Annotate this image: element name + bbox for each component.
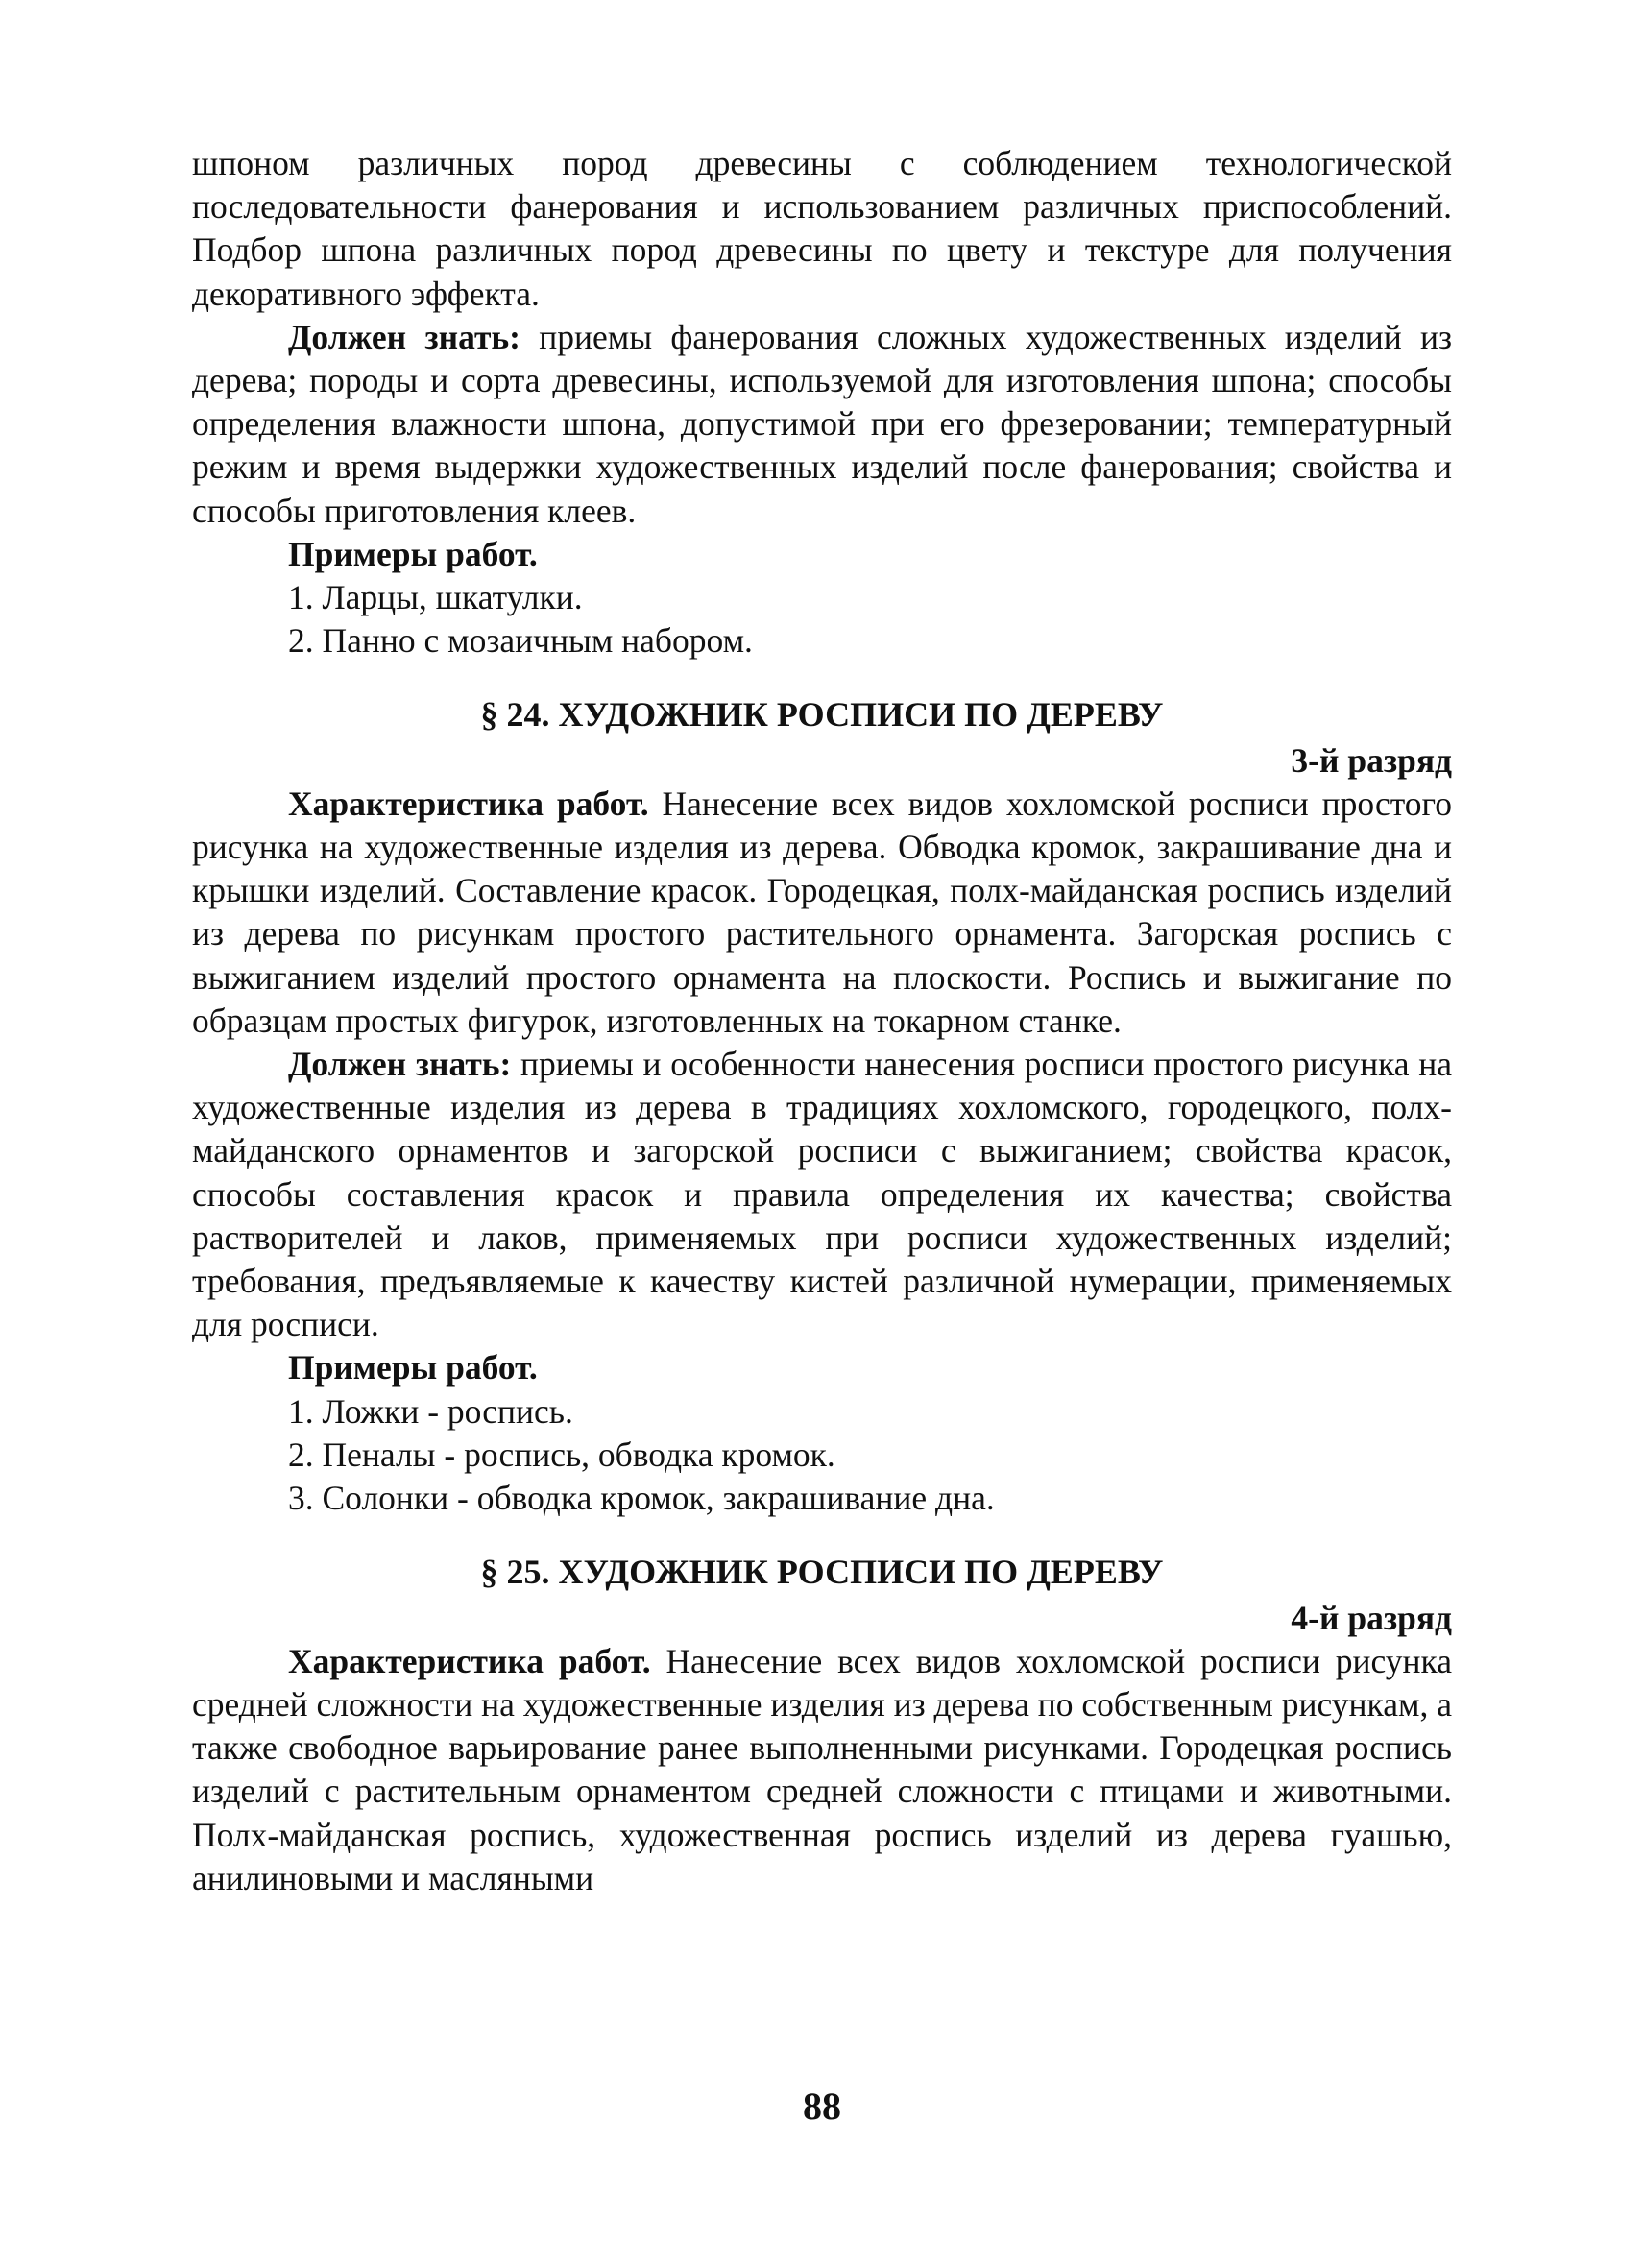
grade-label: 3-й разряд: [1291, 740, 1452, 780]
intro-paragraph: шпоном различных пород древесины с соблюдением технологической последовательности фанерования и использованием различных приспособлений. Подбор шпона различных пород древесины по цвету и текстуре для получения декоративного эффекта.: [192, 144, 1452, 313]
example-item: 1. Ложки - роспись.: [288, 1391, 573, 1431]
knowledge-label: Должен знать:: [288, 317, 520, 356]
section-title: § 24. ХУДОЖНИК РОСПИСИ ПО ДЕРЕВУ: [480, 695, 1164, 735]
work-characteristics-paragraph: [192, 783, 1452, 1043]
characteristics-label: Характеристика работ.: [288, 784, 649, 823]
knowledge-paragraph: [192, 1043, 1452, 1346]
page-number: 88: [803, 2085, 841, 2128]
characteristics-text: Нанесение всех видов хохломской росписи рисунка средней сложности на художественные изделия из дерева по собственным рисункам, а также свободное варьирование ранее выполненными рисунками. Городецкая роспись изделий с растительным орнаментом средней сложности с птицами и животными. Полх-майданская роспись, художественная роспись изделий из дерева гуашью, анилиновыми и масляными: [192, 1641, 1452, 1897]
intro-knowledge-paragraph: [192, 316, 1452, 533]
knowledge-label: Должен знать:: [288, 1045, 512, 1084]
section-title: § 25. ХУДОЖНИК РОСПИСИ ПО ДЕРЕВУ: [480, 1553, 1164, 1592]
example-item: 2. Пеналы - роспись, обводка кромок.: [288, 1435, 835, 1474]
characteristics-label: Характеристика работ.: [288, 1641, 651, 1680]
examples-heading: Примеры работ.: [288, 534, 538, 573]
example-item: 1. Ларцы, шкатулки.: [288, 578, 583, 617]
text-column: [192, 142, 1452, 1900]
work-characteristics-paragraph: [192, 1640, 1452, 1900]
grade-label: 4-й разряд: [1291, 1598, 1452, 1637]
characteristics-text: Нанесение всех видов хохломской росписи простого рисунка на художественные изделия из дерева. Обводка кромок, закрашивание дна и крышки изделий. Составление красок. Городецкая, полх-майданская роспись изделий из дерева по рисункам простого растительного орнамента. Загорская роспись с выжиганием изделий простого орнамента на плоскости. Роспись и выжигание по образцам простых фигурок, изготовленных на токарном станке.: [192, 784, 1452, 1040]
examples-heading: Примеры работ.: [288, 1348, 538, 1387]
knowledge-text: приемы фанерования сложных художественных изделий из дерева; породы и сорта древесины, используемой для изготовления шпона; способы определения влажности шпона, допустимой при его фрезеровании; температурный режим и время выдержки художественных изделий после фанерования; свойства и способы приготовления клеев.: [192, 317, 1452, 530]
example-item: 2. Панно с мозаичным набором.: [288, 621, 753, 661]
example-item: 3. Солонки - обводка кромок, закрашивание дна.: [288, 1479, 995, 1518]
knowledge-text: приемы и особенности нанесения росписи простого рисунка на художественные изделия из дерева в традициях хохломского, городецкого, полх-майданского орнаментов и загорской росписи с выжиганием; свойства красок, способы составления красок и правила определения их качества; свойства растворителей и лаков, применяемых при росписи художественных изделий; требования, предъявляемые к качеству кистей различной нумерации, применяемых для росписи.: [192, 1045, 1452, 1344]
